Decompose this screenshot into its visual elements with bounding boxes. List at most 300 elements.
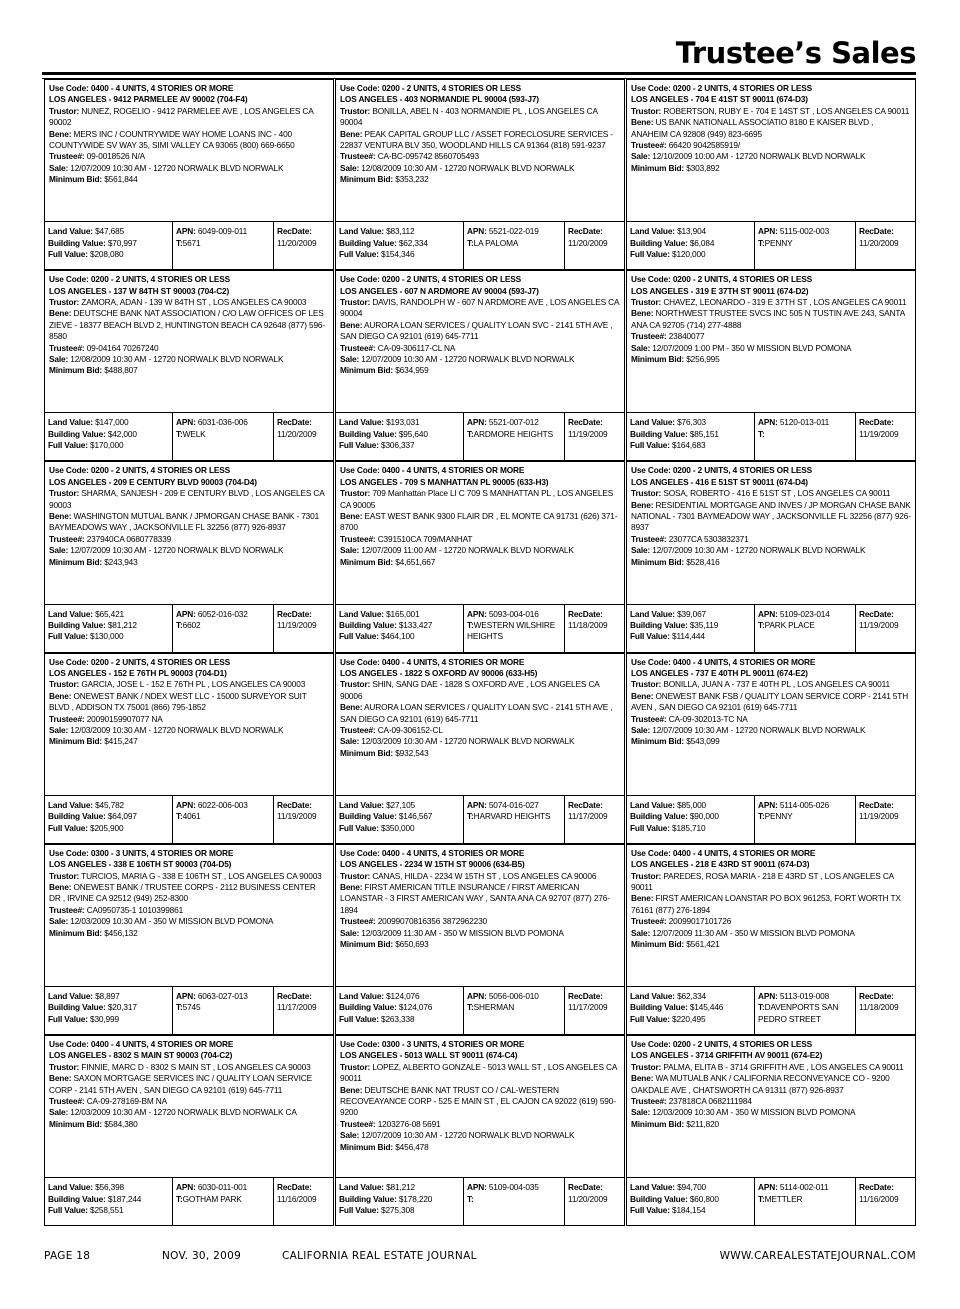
bene-label: Bene: (49, 881, 72, 892)
land-value: Land Value: $45,782 (48, 799, 125, 810)
land-value: Land Value: $81,212 (339, 1182, 416, 1193)
rec-date-cell (855, 1178, 915, 1225)
apn: APN: 6052-016-032 (176, 608, 248, 619)
trustor-line (49, 1062, 329, 1073)
use-code: Use Code: 0300 - 3 UNITS, 4 STORIES OR MORE (340, 1038, 525, 1049)
rec-date-value: 11/16/2009 (859, 1193, 899, 1204)
min-bid-line (631, 354, 911, 365)
trustor-value: LOPEZ, ALBERTO GONZALE - 5013 WALL ST , LOS ANGELES CA 90011 (340, 1061, 617, 1084)
trustor-value: BONILLA, ABEL N - 403 NORMANDIE PL , LOS ANGELES CA 90004 (340, 105, 598, 128)
bene-value: FIRST AMERICAN LOANSTAR PO BOX 961253, FORT WORTH TX 76161 (877) 276-1894 (631, 893, 901, 915)
trustee-line (631, 714, 911, 725)
bene-line (631, 691, 911, 714)
trustee-value: CA-09-278169-BM NA (86, 1095, 168, 1106)
min-bid-label: Minimum Bid: (631, 354, 685, 365)
trustor-label: Trustor: (49, 297, 80, 307)
full-value: Full Value: $185,710 (630, 822, 706, 833)
valuation-row (336, 412, 624, 460)
sale-value: 12/08/2009 10:30 AM - 12720 NORWALK BLVD NORWALK (70, 354, 284, 365)
rec-date-cell (273, 987, 333, 1034)
min-bid-value: $634,959 (395, 365, 429, 376)
min-bid-value: $243,943 (104, 556, 138, 567)
value-cell (336, 413, 463, 460)
trustor-line (49, 871, 329, 882)
trustor-line (340, 1062, 620, 1085)
listing-details (627, 845, 915, 986)
trustor-line (631, 1062, 911, 1073)
bene-label: Bene: (49, 308, 72, 319)
value-cell (45, 796, 172, 843)
min-bid-value: $211,820 (686, 1118, 719, 1129)
rec-date-cell (564, 987, 624, 1034)
apn: APN: 6063-027-013 (176, 990, 248, 1001)
tract: T:6602 (176, 619, 201, 630)
rec-date-cell (273, 605, 333, 652)
land-value: Land Value: $83,112 (339, 226, 415, 237)
trustor-label: Trustor: (340, 870, 371, 881)
rec-date-label: RecDate: (568, 608, 603, 619)
trustor-line (631, 106, 911, 117)
trustee-line (49, 1096, 329, 1107)
rec-date-label: RecDate: (277, 1182, 312, 1193)
full-value: Full Value: $184,154 (630, 1204, 706, 1215)
rec-date-cell (564, 605, 624, 652)
rec-date-value: 11/19/2009 (277, 811, 317, 822)
trustor-label: Trustor: (340, 488, 371, 499)
listing-details (336, 1036, 624, 1177)
trustee-line (340, 725, 620, 736)
trustee-label: Trustee#: (340, 342, 376, 353)
rec-date-label: RecDate: (568, 417, 603, 428)
sale-value: 12/07/2009 10:30 AM - 12720 NORWALK BLVD NORWALK (652, 725, 866, 735)
trustor-value: FINNIE, MARC D - 8302 S MAIN ST , LOS ANGELES CA 90003 (81, 1061, 311, 1072)
bene-value: SAXON MORTGAGE SERVICES INC / QUALITY LOAN SERVICE CORP - 2141 5TH AVEN , SAN DIEGO CA 92101 (619) 645-7711 (49, 1073, 313, 1095)
apn-cell (754, 796, 855, 843)
trustor-line (340, 871, 620, 882)
trustor-label: Trustor: (340, 679, 371, 690)
property-address: LOS ANGELES - 1822 S OXFORD AV 90006 (633-H5) (340, 667, 538, 678)
land-value: Land Value: $62,334 (630, 990, 707, 1001)
rec-date-value: 11/17/2009 (277, 1002, 317, 1013)
rec-date-label: RecDate: (568, 990, 603, 1001)
sale-value: 12/07/2009 10:30 AM - 12720 NORWALK BLVD NORWALK (361, 1130, 575, 1141)
tract: T:5745 (176, 1002, 201, 1013)
listing-details (336, 845, 624, 986)
trustee-value: 237818CA 0682111984 (668, 1095, 752, 1106)
apn: APN: 5093-004-016 (467, 608, 539, 619)
apn-cell (463, 796, 564, 843)
trustee-line (631, 1096, 911, 1107)
sale-label: Sale: (49, 725, 69, 735)
value-cell (336, 1178, 463, 1225)
apn-cell (754, 605, 855, 652)
trustee-value: 20099017101726 (668, 916, 732, 927)
rec-date-cell (273, 796, 333, 843)
valuation-row (336, 604, 624, 652)
apn-cell (172, 796, 273, 843)
trustee-label: Trustee#: (631, 713, 667, 724)
sale-label: Sale: (631, 725, 651, 735)
trustee-label: Trustee#: (49, 533, 85, 544)
trustor-label: Trustor: (631, 488, 662, 499)
listing-details (45, 462, 333, 603)
land-value: Land Value: $85,000 (630, 799, 707, 810)
apn: APN: 6049-009-011 (176, 226, 248, 237)
full-value: Full Value: $220,495 (630, 1013, 706, 1024)
rec-date-label: RecDate: (568, 226, 603, 237)
trustee-label: Trustee#: (49, 342, 85, 353)
valuation-row (45, 986, 333, 1034)
tract: T: (758, 428, 765, 439)
trustee-value: 20090159907077 NA (86, 713, 163, 724)
min-bid-label: Minimum Bid: (49, 174, 103, 185)
rec-date-value: 11/20/2009 (568, 237, 608, 248)
trustor-label: Trustor: (631, 870, 662, 881)
min-bid-label: Minimum Bid: (631, 939, 685, 949)
trustor-label: Trustor: (631, 679, 662, 690)
listing-details (627, 80, 915, 221)
trustee-value: 66420 9042585919/ (668, 140, 740, 151)
rec-date-cell (564, 796, 624, 843)
min-bid-line (49, 557, 329, 568)
min-bid-value: $256,995 (686, 354, 720, 365)
use-code: Use Code: 0200 - 2 UNITS, 4 STORIES OR LESS (631, 1038, 813, 1049)
rec-date-label: RecDate: (277, 990, 312, 1001)
bene-label: Bene: (340, 319, 363, 330)
rec-date-value: 11/19/2009 (859, 811, 899, 822)
sale-label: Sale: (340, 736, 360, 747)
bene-line (340, 129, 620, 152)
apn-cell (463, 1178, 564, 1225)
trustee-line (49, 534, 329, 545)
bene-label: Bene: (631, 499, 654, 510)
sale-line (49, 163, 329, 174)
min-bid-label: Minimum Bid: (340, 939, 394, 949)
trustor-label: Trustor: (49, 679, 80, 690)
property-address: LOS ANGELES - 137 W 84TH ST 90003 (704-C2) (49, 285, 230, 296)
trustee-value: 09-0018526 N/A (86, 151, 146, 162)
sale-value: 12/08/2009 10:30 AM - 12720 NORWALK BLVD NORWALK (361, 162, 575, 173)
building-value: Building Value: $64,097 (48, 811, 137, 822)
sale-value: 12/03/2009 10:30 AM - 12720 NORWALK BLVD NORWALK CA (70, 1107, 297, 1118)
sale-value: 12/07/2009 10:30 AM - 12720 NORWALK BLVD NORWALK (70, 545, 284, 556)
sale-label: Sale: (340, 545, 360, 556)
value-cell (45, 413, 172, 460)
sale-label: Sale: (49, 545, 69, 556)
trustor-line (49, 679, 329, 690)
value-cell (45, 605, 172, 652)
bene-label: Bene: (49, 128, 72, 139)
min-bid-line (49, 1119, 329, 1130)
building-value: Building Value: $85,151 (630, 428, 719, 439)
tract: T:SHERMAN (467, 1002, 515, 1013)
listings-grid (44, 79, 916, 1226)
valuation-row (45, 412, 333, 460)
rec-date-cell (273, 413, 333, 460)
rec-date-cell (273, 222, 333, 269)
listing-details (336, 271, 624, 412)
valuation-row (45, 1177, 333, 1225)
rec-date-label: RecDate: (859, 1182, 894, 1193)
listing-details (45, 271, 333, 412)
trustee-value: 09-04164 70267240 (86, 342, 159, 353)
trustor-value: TURCIOS, MARIA G - 338 E 106TH ST , LOS ANGELES CA 90003 (81, 870, 322, 881)
bene-value: DEUTSCHE BANK NAT ASSOCIATION / C/O LAW OFFICES OF LES ZIEVE - 18377 BEACH BLVD 2, HUNTINGTON BEACH CA 92648 (877) 596-8580 (49, 308, 325, 342)
land-value: Land Value: $165,001 (339, 608, 420, 619)
trustor-value: SHIN, SANG DAE - 1828 S OXFORD AVE , LOS ANGELES CA 90006 (340, 679, 600, 701)
min-bid-label: Minimum Bid: (49, 927, 103, 938)
full-value: Full Value: $258,551 (48, 1204, 124, 1215)
building-value: Building Value: $70,997 (48, 237, 137, 248)
bene-label: Bene: (631, 893, 654, 904)
trustor-line (49, 106, 329, 129)
land-value: Land Value: $147,000 (48, 417, 129, 428)
bene-line (631, 1073, 911, 1096)
trustee-label: Trustee#: (631, 916, 667, 927)
full-value: Full Value: $130,000 (48, 631, 124, 642)
sale-line (631, 725, 911, 736)
apn: APN: 5120-013-011 (758, 417, 830, 428)
listing-details (45, 845, 333, 986)
trustor-label: Trustor: (631, 297, 662, 307)
trustee-value: CA-09-306152-CL (377, 725, 443, 735)
trustor-label: Trustor: (49, 105, 80, 116)
sale-value: 12/03/2009 10:30 AM - 12720 NORWALK BLVD NORWALK (361, 736, 575, 747)
trustee-value: 23077CA 5303832371 (668, 533, 749, 544)
bene-label: Bene: (340, 128, 363, 139)
trustee-line (631, 534, 911, 545)
building-value: Building Value: $20,317 (48, 1002, 137, 1013)
bene-value: US BANK NATIONALL ASSOCIATIO 8180 E KAISER BLVD , ANAHEIM CA 92808 (949) 823-6695 (631, 117, 874, 139)
full-value: Full Value: $30,999 (48, 1013, 119, 1024)
rec-date-value: 11/20/2009 (859, 237, 899, 248)
property-address: LOS ANGELES - 737 E 40TH PL 90011 (674-E2) (631, 667, 808, 678)
rec-date-label: RecDate: (859, 226, 894, 237)
min-bid-line (340, 1142, 620, 1153)
sale-label: Sale: (340, 162, 360, 173)
min-bid-value: $4,651,667 (395, 556, 436, 567)
full-value: Full Value: $275,308 (339, 1204, 415, 1215)
bene-line (631, 893, 911, 916)
bene-value: MERS INC / COUNTRYWIDE WAY HOME LOANS INC - 400 COUNTYWIDE SV WAY 35, SIMI VALLEY CA 93065 (800) 669-6650 (49, 128, 295, 151)
bene-value: EAST WEST BANK 9300 FLAIR DR , EL MONTE CA 91731 (626) 371-8700 (340, 511, 618, 533)
use-code: Use Code: 0400 - 4 UNITS, 4 STORIES OR MORE (49, 83, 234, 93)
rec-date-cell (564, 1178, 624, 1225)
apn: APN: 6022-006-003 (176, 799, 248, 810)
land-value: Land Value: $39,067 (630, 608, 707, 619)
rec-date-label: RecDate: (859, 799, 894, 810)
min-bid-label: Minimum Bid: (340, 365, 394, 376)
bene-value: FIRST AMERICAN TITLE INSURANCE / FIRST AMERICAN LOANSTAR - 3 FIRST AMERICAN WAY , SANTA ANA CA 92707 (877) 276-1894 (340, 881, 610, 915)
valuation-row (627, 986, 915, 1034)
listing-card (335, 270, 625, 461)
bene-line (49, 1073, 329, 1096)
full-value: Full Value: $464,100 (339, 631, 415, 642)
trustee-label: Trustee#: (340, 151, 376, 162)
trustor-value: PAREDES, ROSA MARIA - 218 E 43RD ST , LOS ANGELES CA 90011 (631, 870, 894, 892)
building-value: Building Value: $133,427 (339, 619, 433, 630)
valuation-row (336, 986, 624, 1034)
rec-date-value: 11/20/2009 (277, 428, 317, 439)
min-bid-line (49, 365, 329, 376)
apn-cell (172, 413, 273, 460)
sale-line (631, 928, 911, 939)
trustee-value: CA-09-302013-TC NA (668, 713, 748, 724)
use-code: Use Code: 0200 - 2 UNITS, 4 STORIES OR LESS (49, 656, 231, 667)
apn: APN: 6030-011-001 (176, 1182, 248, 1193)
min-bid-line (631, 557, 911, 568)
full-value: Full Value: $263,338 (339, 1013, 415, 1024)
valuation-row (627, 221, 915, 269)
property-address: LOS ANGELES - 5013 WALL ST 90011 (674-C4) (340, 1050, 518, 1061)
min-bid-label: Minimum Bid: (49, 556, 103, 567)
apn: APN: 5074-016-027 (467, 799, 539, 810)
listing-card (626, 270, 916, 461)
use-code: Use Code: 0400 - 4 UNITS, 4 STORIES OR MORE (49, 1038, 234, 1049)
trustee-value: C391510CA 709/MANHAT (377, 533, 473, 544)
title-rule (42, 72, 916, 75)
sale-line (340, 1130, 620, 1141)
apn-cell (172, 1178, 273, 1225)
bene-value: ONEWEST BANK / TRUSTEE CORPS - 2112 BUSINESS CENTER DR , IRVINE CA 92512 (949) 252-8300 (49, 881, 316, 904)
tract: T:PENNY (758, 237, 793, 248)
land-value: Land Value: $27,105 (339, 799, 416, 810)
trustee-line (340, 343, 620, 354)
full-value: Full Value: $208,080 (48, 249, 124, 259)
apn-cell (172, 987, 273, 1034)
rec-date-value: 11/18/2009 (859, 1002, 899, 1013)
listing-card (626, 844, 916, 1035)
sale-value: 12/07/2009 10:30 AM - 12720 NORWALK BLVD NORWALK (652, 545, 866, 556)
listing-details (627, 1036, 915, 1177)
land-value: Land Value: $94,700 (630, 1182, 707, 1193)
sale-label: Sale: (340, 1130, 360, 1141)
trustor-label: Trustor: (340, 297, 371, 307)
tract: T:LA PALOMA (467, 237, 519, 248)
listing-details (336, 462, 624, 603)
trustor-value: CHAVEZ, LEONARDO - 319 E 37TH ST , LOS ANGELES CA 90011 (663, 297, 907, 307)
property-address: LOS ANGELES - 416 E 51ST ST 90011 (674-D4) (631, 476, 808, 487)
min-bid-value: $932,543 (395, 747, 429, 758)
min-bid-label: Minimum Bid: (340, 747, 394, 758)
sale-label: Sale: (631, 151, 651, 162)
min-bid-line (631, 736, 911, 747)
rec-date-label: RecDate: (859, 417, 894, 428)
issue-date: NOV. 30, 2009 (162, 1250, 242, 1262)
apn-cell (754, 1178, 855, 1225)
apn: APN: 5521-022-019 (467, 226, 539, 237)
website-link[interactable]: WWW.CAREALESTATEJOURNAL.COM (719, 1250, 916, 1262)
trustee-label: Trustee#: (631, 140, 667, 151)
bene-line (340, 511, 620, 534)
listing-details (336, 654, 624, 795)
listing-card (335, 653, 625, 844)
full-value: Full Value: $114,444 (630, 631, 705, 642)
page-number: PAGE 18 (44, 1250, 91, 1262)
tract: T:ARDMORE HEIGHTS (467, 428, 553, 439)
bene-label: Bene: (340, 881, 363, 892)
tract: T:5671 (176, 237, 201, 248)
listing-card (44, 461, 334, 652)
trustee-label: Trustee#: (631, 331, 667, 342)
min-bid-label: Minimum Bid: (340, 1141, 394, 1152)
listing-card (44, 653, 334, 844)
listing-card (335, 79, 625, 270)
sale-label: Sale: (49, 162, 69, 173)
tract: T:HARVARD HEIGHTS (467, 811, 551, 822)
trustor-line (340, 488, 620, 511)
min-bid-value: $561,421 (686, 939, 720, 949)
bene-line (631, 308, 911, 331)
trustor-value: PALMA, ELITA B - 3714 GRIFFITH AVE , LOS ANGELES CA 90011 (663, 1061, 904, 1072)
building-value: Building Value: $81,212 (48, 619, 137, 630)
sale-line (631, 151, 911, 162)
use-code: Use Code: 0400 - 4 UNITS, 4 STORIES OR MORE (340, 465, 525, 476)
min-bid-line (49, 174, 329, 185)
rec-date-value: 11/19/2009 (277, 619, 317, 630)
min-bid-line (340, 365, 620, 376)
apn: APN: 5521-007-012 (467, 417, 539, 428)
sale-value: 12/07/2009 11:00 AM - 12720 NORWALK BLVD NORWALK (361, 545, 574, 556)
trustor-value: ZAMORA, ADAN - 139 W 84TH ST , LOS ANGELES CA 90003 (81, 297, 307, 307)
trustee-label: Trustee#: (49, 904, 85, 915)
bene-line (340, 702, 620, 725)
sale-label: Sale: (49, 916, 69, 927)
property-address: LOS ANGELES - 338 E 106TH ST 90003 (704-D5) (49, 859, 232, 870)
bene-value: RESIDENTIAL MORTGAGE AND INVES / JP MORGAN CHASE BANK NATIONAL - 7301 BAYMEADOW WAY , JACKSONVILLE FL 32256 (877) 926-8937 (631, 499, 911, 533)
trustee-line (49, 714, 329, 725)
listing-card (626, 653, 916, 844)
rec-date-cell (855, 796, 915, 843)
sale-line (340, 545, 620, 556)
trustor-value: 709 Manhattan Place LI C 709 S MANHATTAN PL , LOS ANGELES CA 90005 (340, 488, 614, 510)
listing-card (44, 844, 334, 1035)
min-bid-line (340, 557, 620, 568)
bene-value: WASHINGTON MUTUAL BANK / JPMORGAN CHASE BANK - 7301 BAYMEADOWS WAY , JACKSONVILLE FL 32256 (877) 926-8937 (49, 511, 320, 533)
min-bid-label: Minimum Bid: (631, 1118, 685, 1129)
full-value: Full Value: $154,346 (339, 249, 415, 259)
bene-value: ONEWEST BANK FSB / QUALITY LOAN SERVICE CORP - 2141 5TH AVEN , SAN DIEGO CA 92101 (619) 645-7711 (631, 690, 909, 713)
property-address: LOS ANGELES - 9412 PARMELEE AV 90002 (704-F4) (49, 94, 248, 105)
tract: T:DAVENPORTS SAN PEDRO STREET (758, 1002, 839, 1024)
trustor-value: DAVIS, RANDOLPH W - 607 N ARDMORE AVE , LOS ANGELES CA 90004 (340, 297, 619, 319)
use-code: Use Code: 0400 - 4 UNITS, 4 STORIES OR MORE (340, 656, 525, 667)
apn-cell (463, 605, 564, 652)
listing-card (335, 844, 625, 1035)
bene-value: PEAK CAPITAL GROUP LLC / ASSET FORECLOSURE SERVICES - 22837 VENTURA BLV 350, WOODLAND HILLS CA 91364 (818) 591-9237 (340, 128, 613, 151)
building-value: Building Value: $146,567 (339, 811, 433, 822)
value-cell (336, 796, 463, 843)
trustor-line (340, 106, 620, 129)
value-cell (336, 222, 463, 269)
building-value: Building Value: $35,119 (630, 619, 719, 630)
full-value: Full Value: $205,900 (48, 822, 124, 833)
min-bid-line (49, 736, 329, 747)
trustee-value: CA-09-306117-CL NA (377, 342, 456, 353)
bene-value: WA MUTUALB ANK / CALIFORNIA RECONVEYANCE CO - 9200 OAKDALE AVE , CHATSWORTH CA 91311 (877) 926-8937 (631, 1073, 890, 1095)
property-address: LOS ANGELES - 704 E 41ST ST 90011 (674-D3) (631, 94, 808, 105)
building-value: Building Value: $62,334 (339, 237, 428, 248)
listing-card (626, 1035, 916, 1226)
sale-line (49, 916, 329, 927)
listing-card (44, 1035, 334, 1226)
trustee-line (49, 343, 329, 354)
sale-label: Sale: (631, 927, 651, 938)
bene-line (340, 320, 620, 343)
trustor-value: SOSA, ROBERTO - 416 E 51ST ST , LOS ANGELES CA 90011 (663, 488, 891, 499)
rec-date-cell (855, 605, 915, 652)
apn-cell (172, 222, 273, 269)
